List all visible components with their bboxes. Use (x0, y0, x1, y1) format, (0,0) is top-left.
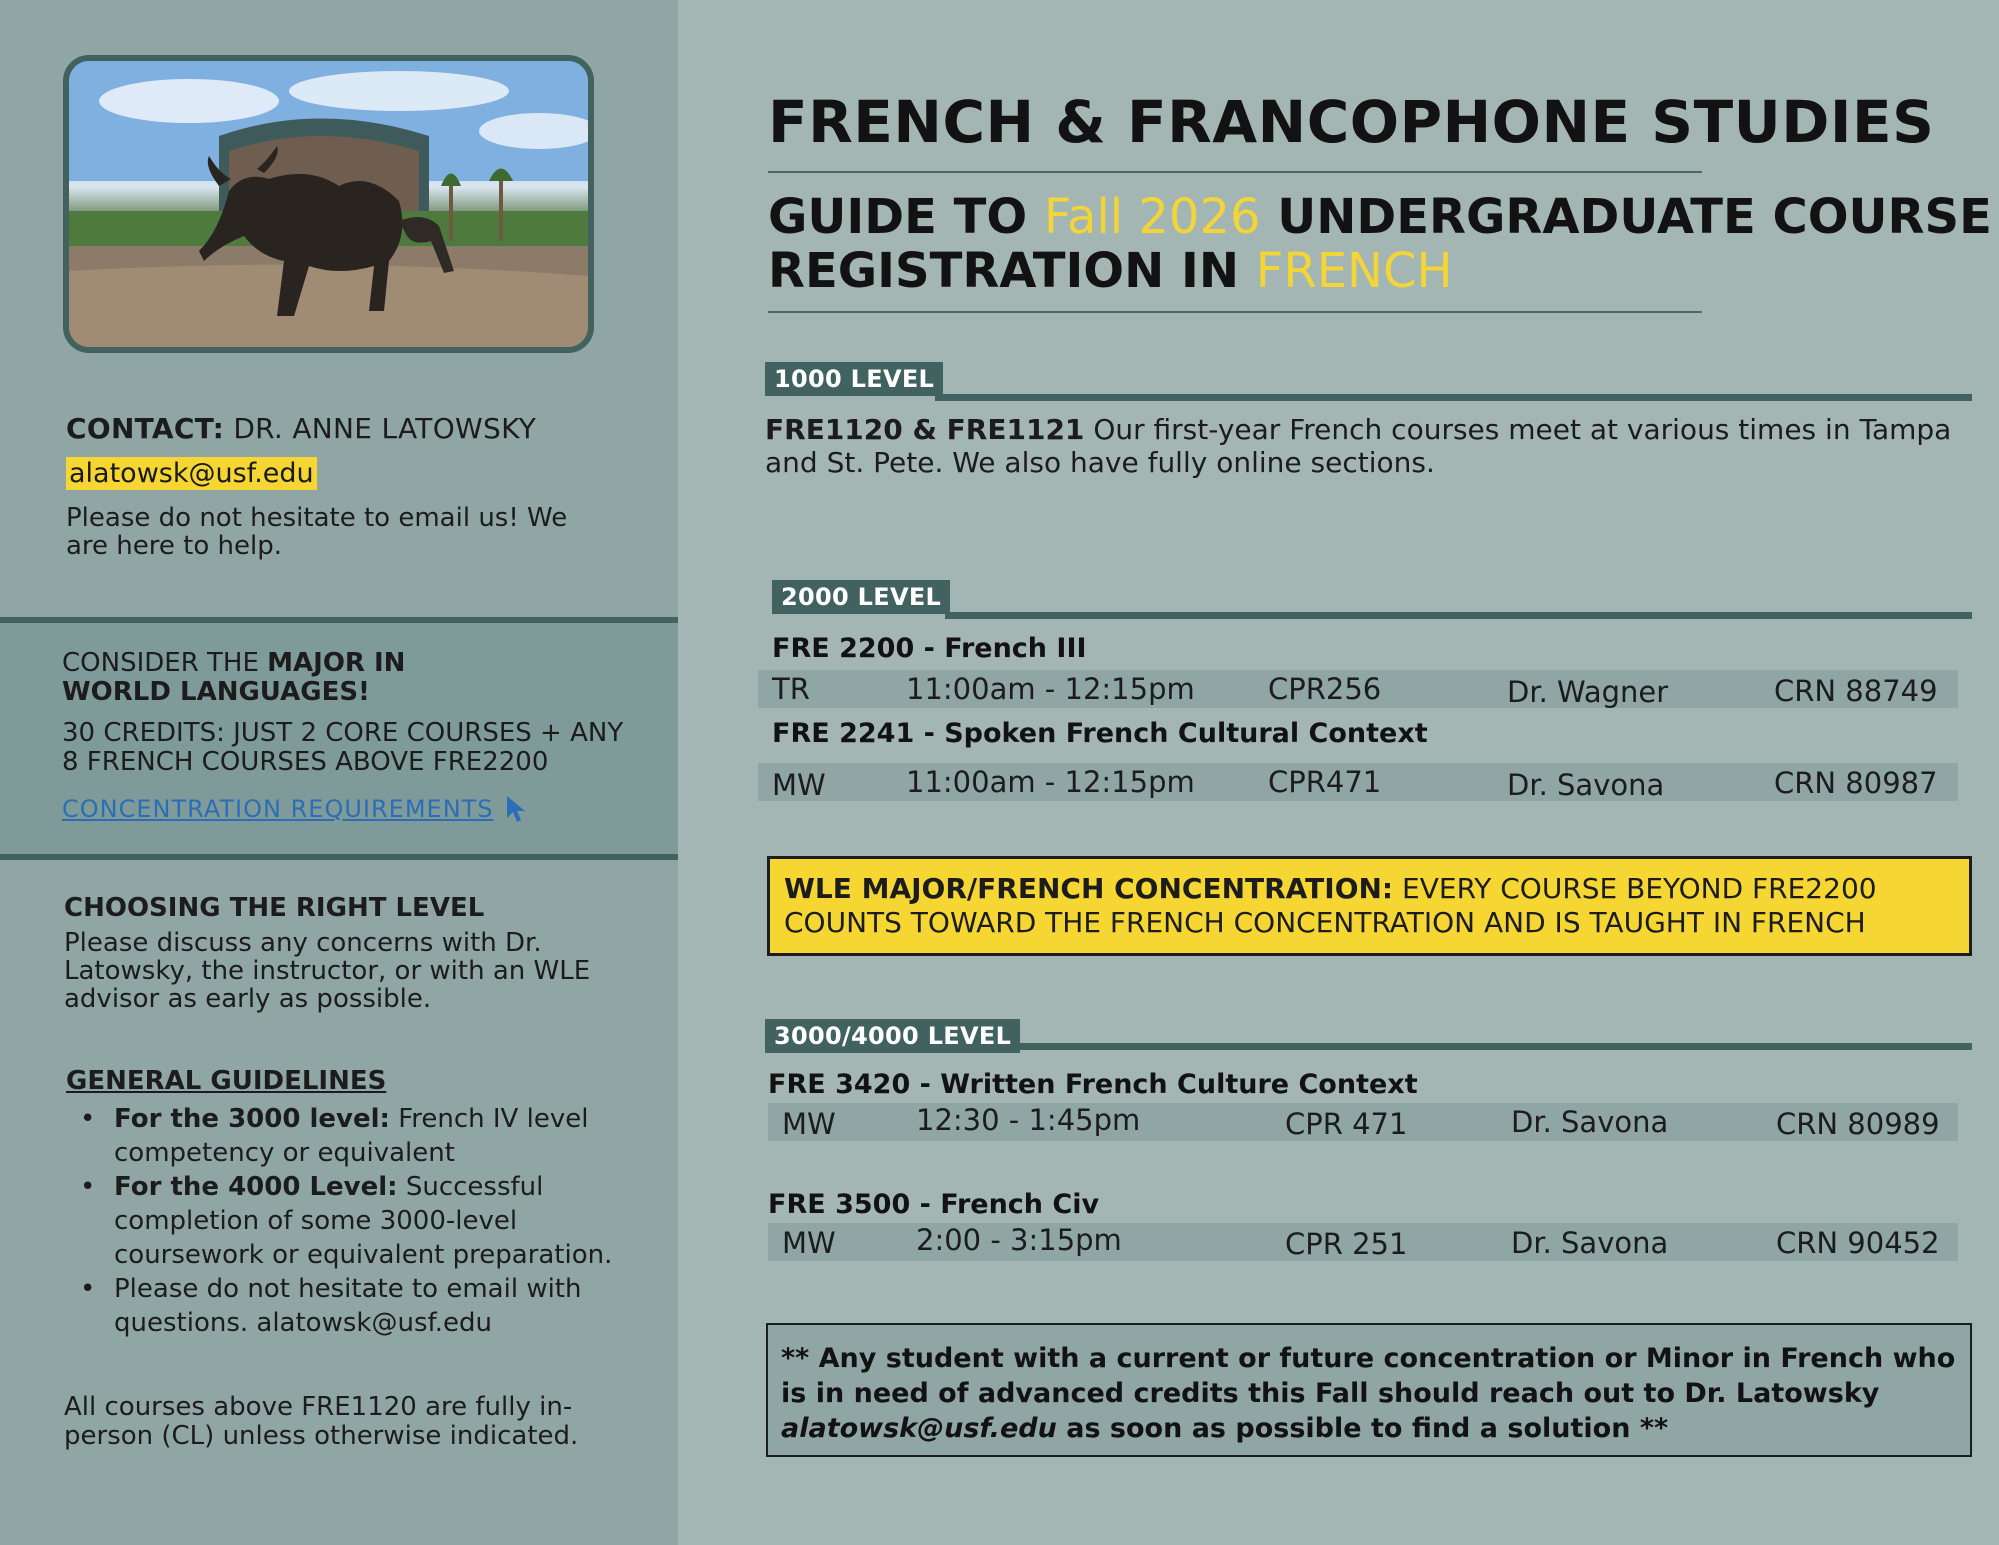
major-promo-band (0, 617, 678, 860)
major-name: MAJOR IN WORLD LANGUAGES! (62, 648, 406, 707)
course-title: FRE 3500 - French Civ (768, 1189, 1100, 1220)
course-room: CPR256 (1268, 672, 1382, 706)
advanced-credits-note (766, 1323, 1972, 1457)
schedule-row (768, 1103, 1958, 1141)
schedule-row (758, 670, 1958, 708)
course-instructor: Dr. Savona (1511, 1226, 1669, 1260)
in-person-note: All courses above FRE1120 are fully in-person (CL) unless otherwise indicated. (64, 1392, 579, 1451)
subtitle-term: Fall 2026 (1043, 189, 1261, 245)
intro-text: Our first-year French courses meet at various times in Tampa and St. Pete. We also have fully online sections. (765, 413, 1952, 479)
guideline-item (80, 1170, 650, 1272)
section-tab-1000: 1000 LEVEL (765, 362, 943, 396)
contact-email[interactable]: alatowsk@usf.edu (66, 457, 317, 490)
section-tab-2000: 2000 LEVEL (772, 580, 950, 614)
left-sidebar (0, 0, 678, 1545)
major-credits: 30 CREDITS: JUST 2 CORE COURSES + ANY 8 FRENCH COURSES ABOVE FRE2200 (62, 718, 624, 777)
guideline-text: Successful completion of some 3000-level coursework or equivalent preparation. (114, 1172, 613, 1270)
course-days: TR (772, 672, 810, 706)
course-crn: CRN 80987 (1774, 766, 1938, 800)
course-time: 2:00 - 3:15pm (916, 1223, 1122, 1257)
course-title: FRE 3420 - Written French Culture Context (768, 1069, 1418, 1100)
contact-label: CONTACT: (66, 412, 225, 445)
course-days: MW (782, 1107, 836, 1141)
major-heading (62, 649, 522, 707)
choosing-level-title: CHOOSING THE RIGHT LEVEL (64, 893, 485, 923)
course-days: MW (772, 768, 826, 802)
subtitle-part3: REGISTRATION IN (768, 243, 1240, 299)
note-email[interactable]: alatowsk@usf.edu (781, 1413, 1057, 1444)
course-crn: CRN 80989 (1776, 1107, 1940, 1141)
page-title: FRENCH & FRANCOPHONE STUDIES (768, 88, 1935, 156)
guideline-text: French IV level competency or equivalent (114, 1104, 589, 1168)
course-room: CPR 251 (1285, 1227, 1408, 1261)
choosing-level-block (64, 893, 624, 1013)
guideline-bold: For the 4000 Level: (114, 1172, 398, 1202)
concentration-requirements-link[interactable]: CONCENTRATION REQUIREMENTS (62, 795, 494, 823)
course-title: FRE 2241 - Spoken French Cultural Context (772, 718, 1428, 749)
course-instructor: Dr. Wagner (1507, 675, 1669, 709)
guideline-item (80, 1272, 650, 1340)
section-rule-2000 (945, 612, 1972, 619)
guideline-item (80, 1102, 650, 1170)
course-time: 12:30 - 1:45pm (916, 1103, 1141, 1137)
general-guidelines-title: GENERAL GUIDELINES (66, 1066, 387, 1096)
contact-block (66, 412, 626, 560)
subtitle-part2: UNDERGRADUATE COURSE (1277, 189, 1992, 245)
campus-bull-statue-photo (63, 55, 594, 353)
intro-course-codes: FRE1120 & FRE1121 (765, 413, 1085, 446)
guideline-text: Please do not hesitate to email with questions. alatowsk@usf.edu (114, 1274, 582, 1338)
course-room: CPR471 (1268, 765, 1382, 799)
course-crn: CRN 88749 (1774, 674, 1938, 708)
contact-name: DR. ANNE LATOWSKY (233, 412, 537, 445)
schedule-row (758, 763, 1958, 801)
subtitle-language: FRENCH (1255, 243, 1453, 299)
cursor-icon (504, 794, 530, 824)
course-instructor: Dr. Savona (1507, 768, 1665, 802)
bull-statue-illustration (69, 61, 588, 347)
help-text: Please do not hesitate to email us! We are here to help. (66, 503, 568, 561)
intro-1000-level (765, 413, 1965, 479)
course-days: MW (782, 1226, 836, 1260)
course-instructor: Dr. Savona (1511, 1105, 1669, 1139)
note-line2: as soon as possible to find a solution ** (1066, 1413, 1669, 1444)
choosing-level-text: Please discuss any concerns with Dr. Latowsky, the instructor, or with an WLE advisor as early as possible. (64, 928, 591, 1014)
section-rule-3000 (1017, 1043, 1972, 1050)
note-line1: ** Any student with a current or future concentration or Minor in French who is in need of advanced credits this Fall should reach out to Dr. Latowsky (781, 1343, 1956, 1409)
guideline-bold: For the 3000 level: (114, 1104, 390, 1134)
wle-note-text: EVERY COURSE BEYOND FRE2200 COUNTS TOWARD THE FRENCH CONCENTRATION AND IS TAUGHT IN FRENCH (784, 872, 1877, 939)
course-room: CPR 471 (1285, 1107, 1408, 1141)
major-prefix: CONSIDER THE (62, 648, 259, 678)
schedule-row (768, 1223, 1958, 1261)
wle-concentration-note (767, 856, 1972, 956)
section-tab-3000: 3000/4000 LEVEL (765, 1019, 1020, 1053)
subtitle-divider (768, 311, 1702, 313)
contact-line (66, 412, 626, 445)
course-time: 11:00am - 12:15pm (906, 765, 1195, 799)
page-subtitle (768, 190, 1992, 298)
course-time: 11:00am - 12:15pm (906, 672, 1195, 706)
wle-note-label: WLE MAJOR/FRENCH CONCENTRATION: (784, 872, 1394, 905)
guidelines-list (80, 1102, 650, 1340)
course-title: FRE 2200 - French III (772, 633, 1087, 664)
section-rule-1000 (935, 394, 1972, 401)
subtitle-part1: GUIDE TO (768, 189, 1028, 245)
title-divider (768, 171, 1702, 173)
course-crn: CRN 90452 (1776, 1226, 1940, 1260)
